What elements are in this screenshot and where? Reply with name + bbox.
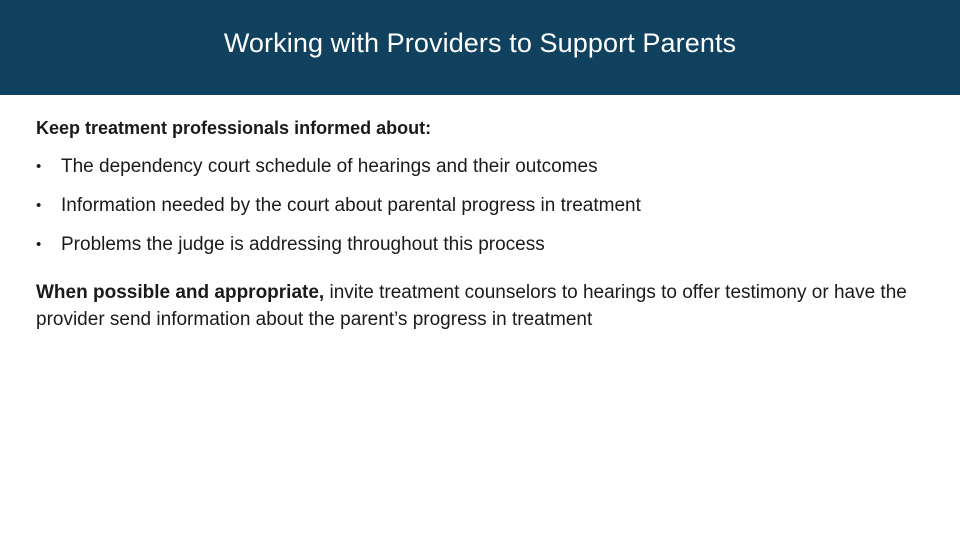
section-heading: Keep treatment professionals informed about: bbox=[36, 118, 432, 138]
bullet-item-problems bbox=[36, 233, 926, 257]
bullet-text: Information needed by the court about parental progress in treatment bbox=[61, 195, 641, 216]
bullet-item-schedule bbox=[36, 155, 926, 179]
slide-title: Working with Providers to Support Parents bbox=[223, 28, 737, 58]
bullet-icon: • bbox=[36, 236, 42, 253]
bullet-icon: • bbox=[36, 158, 42, 175]
title-bar bbox=[0, 0, 960, 95]
bullet-item-information bbox=[36, 194, 926, 218]
closing-text: invite treatment counselors to hearings to offer testimony or have the provider send information about the parent’s progress in treatment bbox=[36, 282, 907, 330]
closing-paragraph bbox=[36, 279, 926, 333]
bullet-list bbox=[36, 155, 926, 257]
bullet-icon: • bbox=[36, 197, 42, 214]
bullet-text: The dependency court schedule of hearings and their outcomes bbox=[61, 156, 598, 177]
bullet-text: Problems the judge is addressing throughout this process bbox=[61, 234, 545, 255]
closing-bold-lead: When possible and appropriate, bbox=[36, 282, 325, 303]
slide-content bbox=[36, 116, 926, 333]
